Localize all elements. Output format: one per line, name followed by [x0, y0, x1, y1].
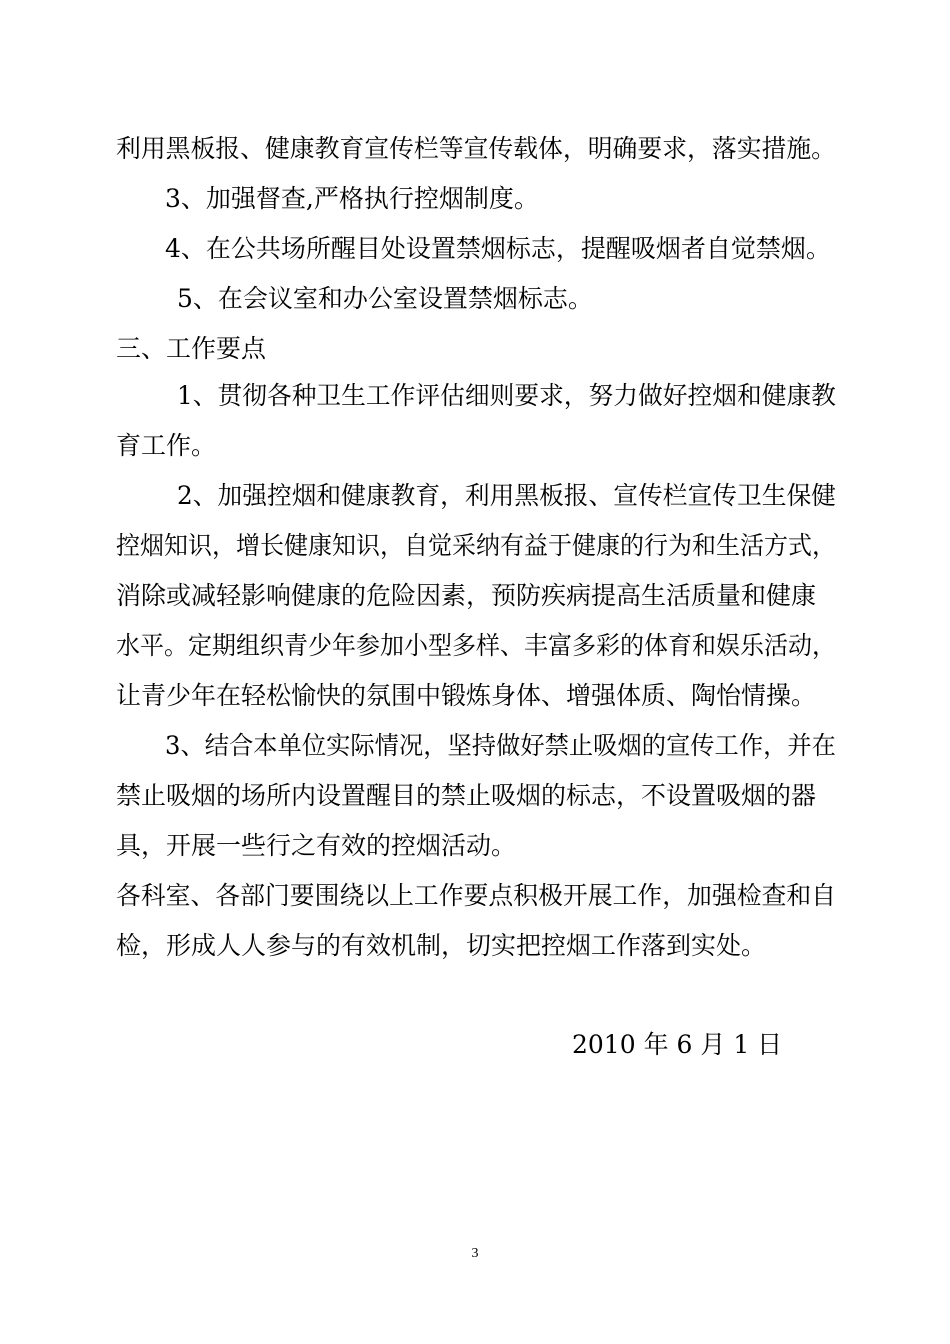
paragraph-line: 2、加强控烟和健康教育，利用黑板报、宣传栏宣传卫生保健 [177, 481, 836, 510]
paragraph-line: 水平。定期组织青少年参加小型多样、丰富多彩的体育和娱乐活动， [116, 631, 837, 660]
paragraph-line: 1、贯彻各种卫生工作评估细则要求，努力做好控烟和健康教 [177, 381, 836, 410]
paragraph-line: 消除或减轻影响健康的危险因素，预防疾病提高生活质量和健康 [116, 581, 817, 610]
paragraph-line: 控烟知识，增长健康知识，自觉采纳有益于健康的行为和生活方式， [116, 531, 837, 560]
page-number: 3 [471, 1246, 479, 1261]
document-date: 2010 年 6 月 1 日 [572, 1030, 783, 1059]
paragraph-line: 3、加强督查,严格执行控烟制度。 [165, 184, 539, 213]
paragraph-line: 育工作。 [116, 431, 217, 460]
paragraph-line: 禁止吸烟的场所内设置醒目的禁止吸烟的标志，不设置吸烟的器 [116, 781, 817, 810]
paragraph-line: 检，形成人人参与的有效机制，切实把控烟工作落到实处。 [116, 931, 767, 960]
paragraph-line: 4、在公共场所醒目处设置禁烟标志，提醒吸烟者自觉禁烟。 [165, 234, 831, 263]
paragraph-line: 具，开展一些行之有效的控烟活动。 [116, 831, 517, 860]
paragraph-line: 5、在会议室和办公室设置禁烟标志。 [177, 284, 593, 313]
paragraph-line: 3、结合本单位实际情况，坚持做好禁止吸烟的宣传工作，并在 [165, 731, 836, 760]
section-heading: 三、工作要点 [116, 334, 267, 363]
paragraph-line: 让青少年在轻松愉快的氛围中锻炼身体、增强体质、陶怡情操。 [116, 681, 817, 710]
paragraph-line: 利用黑板报、健康教育宣传栏等宣传载体，明确要求，落实措施。 [116, 134, 837, 163]
paragraph-line: 各科室、各部门要围绕以上工作要点积极开展工作，加强检查和自 [116, 881, 837, 910]
